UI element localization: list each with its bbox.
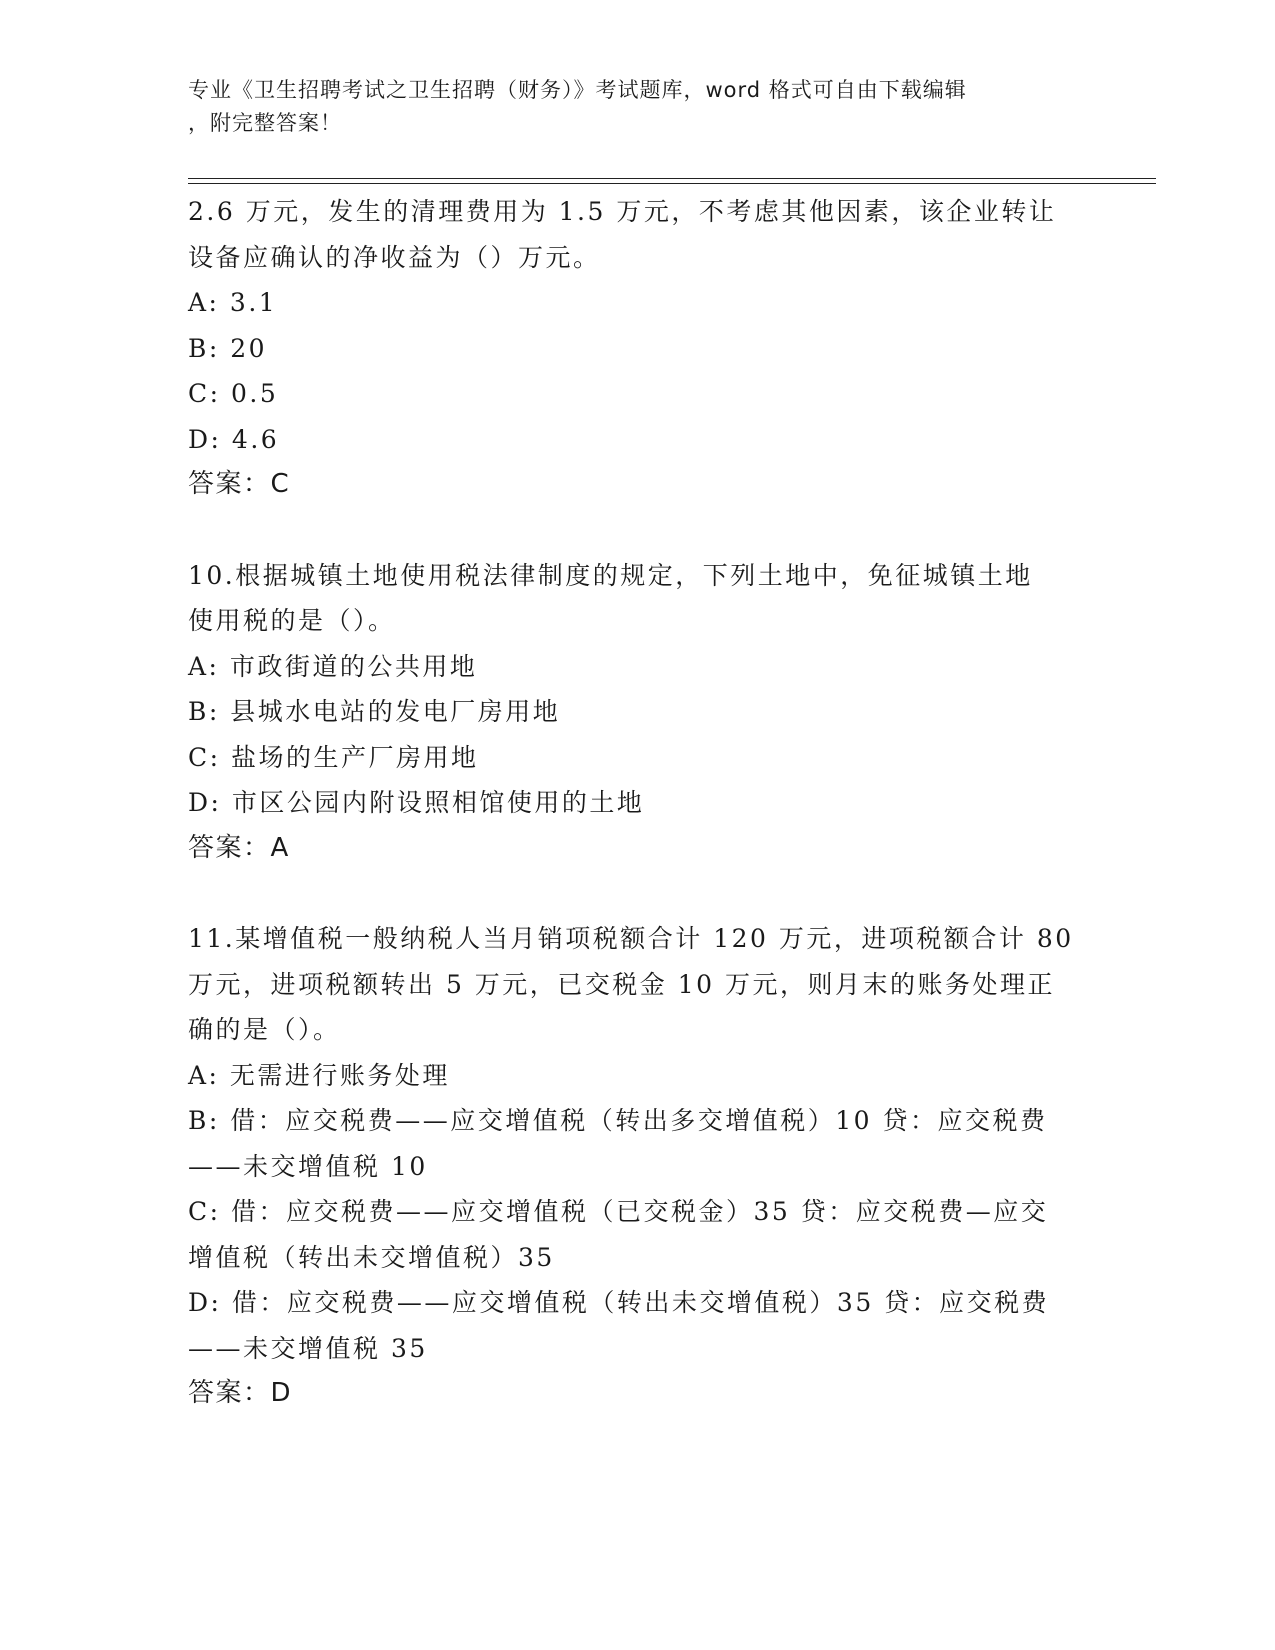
question-text-line: 设备应确认的净收益为（）万元。 (188, 242, 601, 272)
option-c: C: 借：应交税费——应交增值税（已交税金）35 贷：应交税费—应交 (188, 1197, 1049, 1226)
option-a: A: 无需进行账务处理 (188, 1060, 450, 1090)
option-a: A: 3.1 (188, 288, 278, 317)
answer-line: 答案：A (188, 832, 290, 863)
spacer (188, 508, 1088, 553)
question-list (188, 189, 1088, 1417)
question-text (188, 189, 1088, 280)
header-line-2: ，附完整答案！ (188, 111, 342, 135)
option-b: B: 借：应交税费——应交增值税（转出多交增值税）10 贷：应交税费 (188, 1106, 1048, 1135)
header-line-1: 专业《卫生招聘考试之卫生招聘（财务）》考试题库，word 格式可自由下载编辑 (188, 78, 967, 102)
option-d: D: 市区公园内附设照相馆使用的土地 (188, 788, 645, 817)
question-block (188, 189, 1088, 508)
option-b: B: 20 (188, 333, 268, 363)
question-text (188, 916, 1088, 1053)
option-d: D: 4.6 (188, 424, 280, 454)
question-block (188, 553, 1088, 872)
spacer (188, 871, 1088, 916)
question-text-line: 确的是（）。 (188, 1015, 341, 1044)
option-b: B: 县城水电站的发电厂房用地 (188, 697, 561, 726)
question-text-line: 11.某增值税一般纳税人当月销项税额合计 120 万元，进项税额合计 80 (188, 924, 1074, 953)
question-text-line: 10.根据城镇土地使用税法律制度的规定，下列土地中，免征城镇土地 (188, 560, 1033, 590)
option-d-continued: ——未交增值税 35 (188, 1333, 428, 1363)
option-c-continued: 增值税（转出未交增值税）35 (188, 1242, 555, 1272)
answer-line: 答案：D (188, 1378, 293, 1408)
question-block (188, 916, 1088, 1417)
question-text (188, 553, 1088, 644)
option-b-continued: ——未交增值税 10 (188, 1151, 428, 1181)
option-d: D: 借：应交税费——应交增值税（转出未交增值税）35 贷：应交税费 (188, 1288, 1050, 1317)
header-rule-bottom (188, 183, 1156, 184)
answer-line: 答案：C (188, 469, 291, 499)
option-c: C: 盐场的生产厂房用地 (188, 742, 479, 772)
question-text-line: 使用税的是（）。 (188, 606, 396, 635)
option-c: C: 0.5 (188, 379, 279, 408)
question-text-line: 万元，进项税额转出 5 万元，已交税金 10 万元，则月末的账务处理正 (188, 969, 1056, 999)
page-header (188, 74, 1088, 140)
header-rule-top (188, 178, 1156, 179)
question-text-line: 2.6 万元，发生的清理费用为 1.5 万元，不考虑其他因素，该企业转让 (188, 197, 1057, 226)
option-a: A: 市政街道的公共用地 (188, 651, 478, 681)
